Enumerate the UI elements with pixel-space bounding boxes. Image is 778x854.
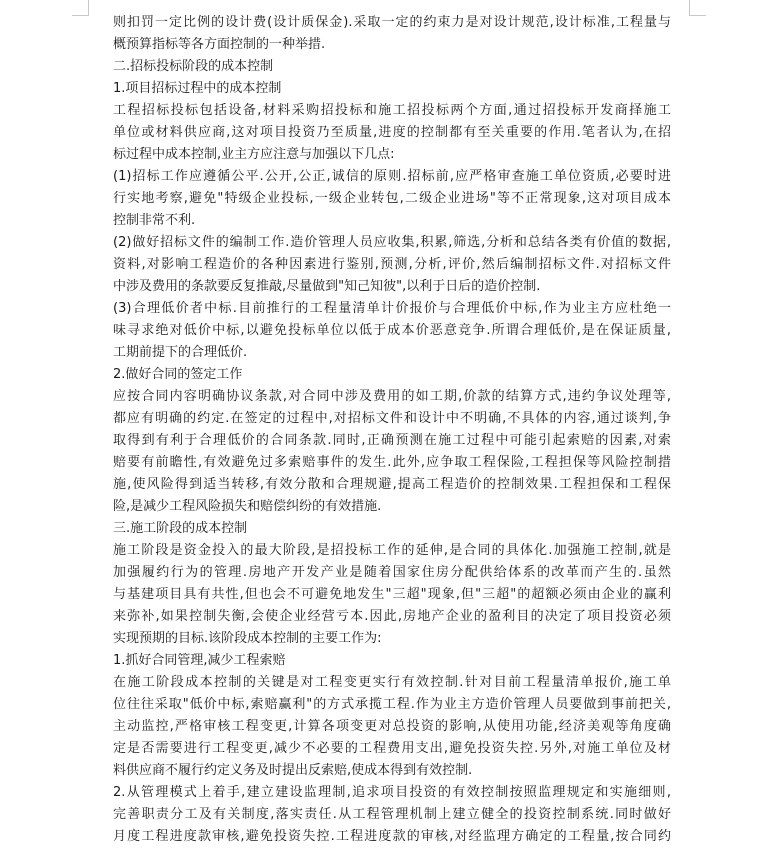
text-line: 标过程中成本控制,业主方应注意与加强以下几点: — [113, 147, 395, 162]
text-line: 工期前提下的合理低价. — [113, 345, 248, 360]
page-corner-mark-left-horizontal — [72, 15, 89, 16]
text-line: 1.抓好合同管理,减少工程索赔 — [113, 653, 286, 668]
text-line: 应按合同内容明确协议条款,对合同中涉及费用的如工期,价款的结算方式,违约争议处理等, — [113, 389, 671, 404]
page-corner-mark-left — [88, 0, 89, 16]
text-line: 单位或材料供应商,这对项目投资乃至质量,进度的控制都有至关重要的作用.笔者认为,在招 — [113, 125, 671, 140]
text-line: 完善职责分工及有关制度,落实责任.从工程管理机制上建立健全的投资控制系统.同时做好 — [113, 807, 671, 822]
text-line: 位往往采取"低价中标,索赔赢利"的方式承揽工程.作为业主方造价管理人员要做到事前把关, — [113, 697, 671, 712]
text-line: 定是否需要进行工程变更,减少不必要的工程费用支出,避免投资失控.另外,对施工单位及材 — [113, 741, 671, 756]
text-line: 加强履约行为的管理.房地产开发产业是随着国家住房分配供给体系的改革而产生的.虽然 — [113, 565, 671, 580]
text-line: 赔要有前瞻性,有效避免过多索赔事件的发生.此外,应争取工程保险,工程担保等风险控制措 — [113, 455, 671, 470]
text-line: 来弥补,如果控制失衡,会使企业经营亏本.因此,房地产企业的盈利目的决定了项目投资必须 — [113, 609, 671, 624]
text-line: 则扣罚一定比例的设计费(设计质保金).采取一定的约束力是对设计规范,设计标准,工程量与 — [113, 15, 671, 30]
text-line: 主动监控,严格审核工程变更,计算各项变更对总投资的影响,从使用功能,经济美观等角度确 — [113, 719, 671, 734]
text-line: 味寻求绝对低价中标,以避免投标单位以低于成本价恶意竞争.所谓合理低价,是在保证质量, — [113, 323, 671, 338]
text-line: 1.项目招标过程中的成本控制 — [113, 81, 282, 96]
text-line: 概预算指标等各方面控制的一种举措. — [113, 37, 326, 52]
text-line: (2)做好招标文件的编制工作.造价管理人员应收集,积累,筛选,分析和总结各类有价值的数据, — [113, 235, 671, 250]
text-line: 中涉及费用的条款要反复推敲,尽量做到"知己知彼",以利于日后的造价控制. — [113, 279, 541, 294]
text-line: 在施工阶段成本控制的关键是对工程变更实行有效控制.针对目前工程量清单报价,施工单 — [113, 675, 671, 690]
text-line: 工程招标投标包括设备,材料采购招投标和施工招投标两个方面,通过招投标开发商择施工 — [113, 103, 671, 118]
text-line: 月度工程进度款审核,避免投资失控.工程进度款的审核,对经监理方确定的工程量,按合同约 — [113, 829, 671, 844]
text-line: 实现预期的目标.该阶段成本控制的主要工作为: — [113, 631, 382, 646]
text-line: (3)合理低价者中标.目前推行的工程量清单计价报价与合理低价中标,作为业主方应杜绝一 — [113, 301, 671, 316]
text-line: 资料,对影响工程造价的各种因素进行鉴别,预测,分析,评价,然后编制招标文件.对招标文件 — [113, 257, 671, 272]
text-line: 行实地考察,避免"特级企业投标,一级企业转包,二级企业进场"等不正常现象,这对项目成本 — [113, 191, 671, 206]
text-line: (1)招标工作应遵循公平.公开,公正,诚信的原则.招标前,应严格审查施工单位资质,必要时进 — [113, 169, 671, 184]
text-line: 施,使风险得到适当转移,有效分散和合理规避,提高工程造价的控制效果.工程担保和工程保 — [113, 477, 671, 492]
text-line: 取得到有利于合理低价的合同条款.同时,正确预测在施工过程中可能引起索赔的因素,对索 — [113, 433, 671, 448]
text-line: 二.招标投标阶段的成本控制 — [113, 59, 274, 74]
text-line: 控制非常不利. — [113, 213, 196, 228]
text-line: 三.施工阶段的成本控制 — [113, 521, 248, 536]
text-line: 施工阶段是资金投入的最大阶段,是招投标工作的延伸,是合同的具体化.加强施工控制,就是 — [113, 543, 671, 558]
text-line: 2.做好合同的签定工作 — [113, 367, 243, 382]
text-line: 2.从管理模式上着手,建立建设监理制,追求项目投资的有效控制按照监理规定和实施细则, — [113, 785, 671, 800]
page-corner-mark-right — [689, 0, 690, 16]
page-corner-mark-right-horizontal — [689, 15, 706, 16]
text-line: 料供应商不履行约定义务及时提出反索赔,使成本得到有效控制. — [113, 763, 473, 778]
document-body — [113, 12, 671, 848]
text-line: 险,是减少工程风险损失和赔偿纠纷的有效措施. — [113, 499, 382, 514]
text-line: 都应有明确的约定.在签定的过程中,对招标文件和设计中不明确,不具体的内容,通过谈判,争 — [113, 411, 671, 426]
text-line: 与基建项目具有共性,但也会不可避免地发生"三超"现象,但"三超"的超额必须由企业的赢利 — [113, 587, 671, 602]
